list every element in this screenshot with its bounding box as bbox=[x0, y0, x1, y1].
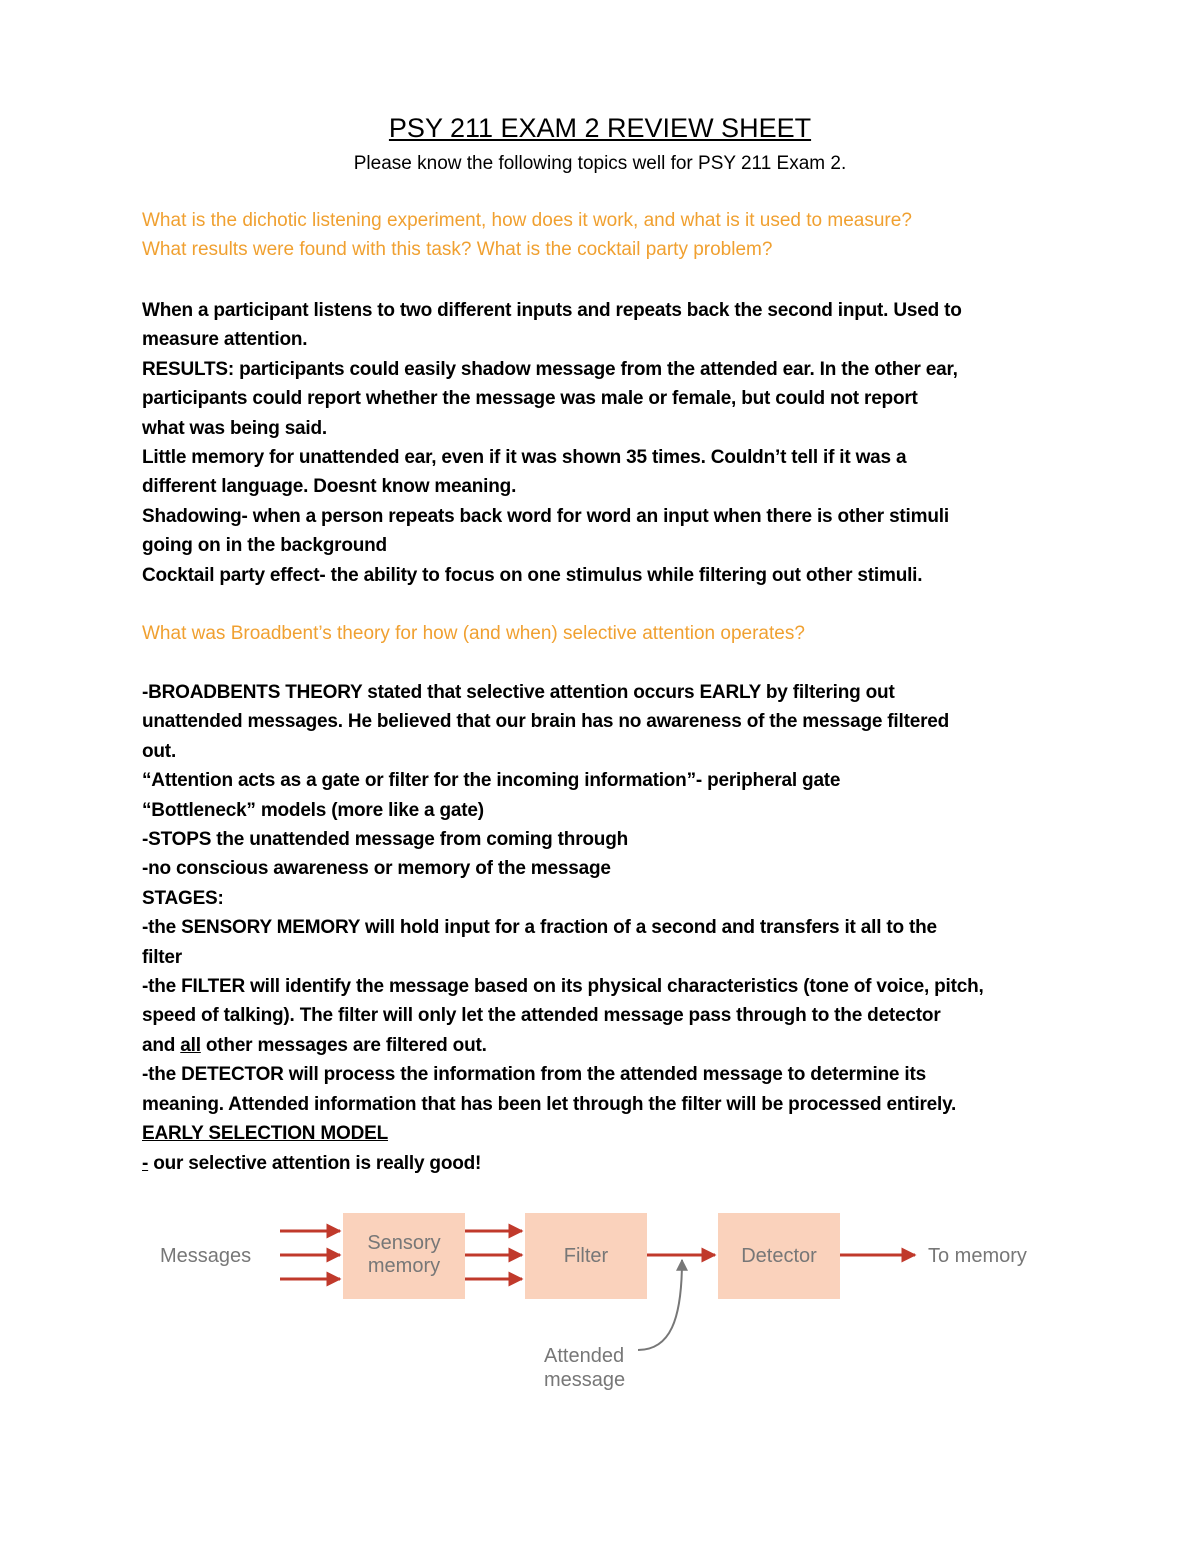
answer-line: RESULTS: participants could easily shadow message from the attended ear. In the other ear, bbox=[142, 358, 958, 380]
answer-line: -the SENSORY MEMORY will hold input for a fraction of a second and transfers it all to the bbox=[142, 917, 937, 939]
sensory-memory-label-line1: Sensory bbox=[367, 1232, 441, 1254]
question-line: What results were found with this task? What is the cocktail party problem? bbox=[142, 239, 773, 261]
answer-line: measure attention. bbox=[142, 329, 308, 351]
broadbent-filter-model-diagram bbox=[150, 1200, 1050, 1410]
answer-line: filter bbox=[142, 946, 182, 968]
attended-message-label-line1: Attended bbox=[544, 1345, 625, 1367]
answer-line: -STOPS the unattended message from coming through bbox=[142, 829, 629, 851]
page-title: PSY 211 EXAM 2 REVIEW SHEET bbox=[388, 113, 812, 143]
detector-label: Detector bbox=[741, 1245, 817, 1267]
final-note-dash: - bbox=[142, 1152, 149, 1174]
answer-line: When a participant listens to two different inputs and repeats back the second input. Used to bbox=[142, 300, 962, 321]
answer-line: -BROADBENTS THEORY stated that selective attention occurs EARLY by filtering out bbox=[142, 682, 895, 703]
attended-message-label-line2: message bbox=[544, 1369, 626, 1391]
answer-broadbent-theory bbox=[142, 678, 1072, 1178]
sensory-memory-label-line2: memory bbox=[367, 1255, 441, 1277]
answer-line: -the FILTER will identify the message based on its physical characteristics (tone of voice, pitch, bbox=[142, 976, 984, 998]
question-broadbent-theory bbox=[142, 619, 1072, 648]
question-line: What is the dichotic listening experiment, how does it work, and what is it used to measure? bbox=[142, 210, 912, 231]
answer-dichotic-listening bbox=[142, 296, 1072, 590]
answer-line: speed of talking). The filter will only let the attended message pass through to the detector bbox=[142, 1005, 941, 1027]
answer-line: what was being said. bbox=[142, 417, 327, 439]
answer-line: -no conscious awareness or memory of the message bbox=[142, 858, 611, 880]
answer-line: going on in the background bbox=[142, 535, 387, 557]
answer-line: different language. Doesnt know meaning. bbox=[142, 476, 517, 498]
page-subtitle: Please know the following topics well for PSY 211 Exam 2. bbox=[353, 153, 847, 174]
to-memory-label: To memory bbox=[928, 1245, 1027, 1267]
answer-line: participants could report whether the message was male or female, but could not report bbox=[142, 388, 918, 410]
question-line: What was Broadbent’s theory for how (and when) selective attention operates? bbox=[142, 623, 805, 644]
answer-line: Shadowing- when a person repeats back word for word an input when there is other stimuli bbox=[142, 505, 949, 527]
early-selection-model-heading: EARLY SELECTION MODEL bbox=[142, 1123, 389, 1145]
answer-line-prefix: and bbox=[142, 1034, 181, 1056]
answer-line: “Bottleneck” models (more like a gate) bbox=[142, 799, 484, 821]
answer-line: Cocktail party effect- the ability to focus on one stimulus while filtering out other stimuli. bbox=[142, 564, 923, 586]
answer-line: unattended messages. He believed that our brain has no awareness of the message filtered bbox=[142, 711, 950, 733]
underlined-word-all: all bbox=[180, 1034, 201, 1056]
answer-line: -the DETECTOR will process the information from the attended message to determine its bbox=[142, 1064, 926, 1086]
final-note bbox=[142, 1149, 1072, 1178]
final-note-text: our selective attention is really good! bbox=[148, 1152, 482, 1174]
answer-line: meaning. Attended information that has been let through the filter will be processed entirely. bbox=[142, 1093, 957, 1115]
messages-label: Messages bbox=[160, 1245, 252, 1267]
answer-line: Little memory for unattended ear, even if it was shown 35 times. Couldn’t tell if it was a bbox=[142, 447, 907, 469]
answer-line: “Attention acts as a gate or filter for the incoming information”- peripheral gate bbox=[142, 770, 841, 792]
answer-line: STAGES: bbox=[142, 887, 224, 909]
answer-line: out. bbox=[142, 740, 177, 762]
answer-line-all-filtered bbox=[142, 1031, 1072, 1060]
filter-label: Filter bbox=[563, 1245, 609, 1267]
answer-line-suffix: other messages are filtered out. bbox=[200, 1034, 487, 1056]
question-dichotic-listening bbox=[142, 206, 1072, 265]
